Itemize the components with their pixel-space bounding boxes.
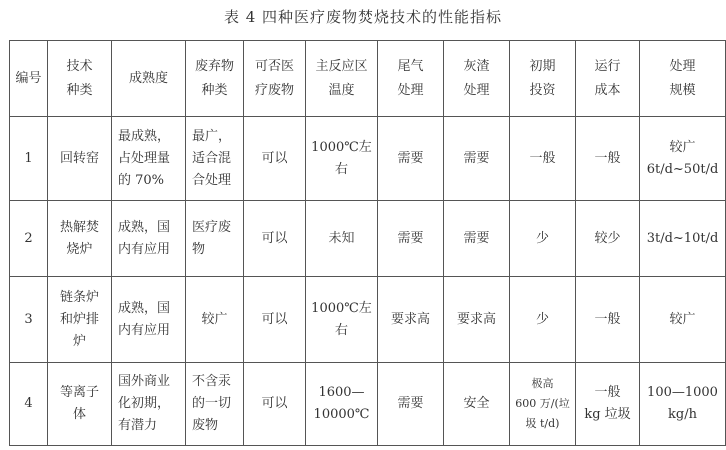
cell-operating-cost: 一般 <box>576 277 640 363</box>
cell-medical-waste: 可以 <box>244 363 306 446</box>
cell-operating-cost: 较少 <box>576 201 640 277</box>
header-medical-waste: 可否医 疗废物 <box>244 41 306 117</box>
cell-temperature: 1000℃左 右 <box>306 117 378 201</box>
header-row <box>10 41 726 117</box>
cell-temperature: 1000℃左 右 <box>306 277 378 363</box>
cell-investment: 少 <box>510 277 576 363</box>
header-maturity: 成熟度 <box>112 41 186 117</box>
cell-maturity: 成熟，国 内有应用 <box>112 277 186 363</box>
cell-id: 1 <box>10 117 48 201</box>
cell-tech-type: 回转窑 <box>48 117 112 201</box>
header-tech-type: 技术 种类 <box>48 41 112 117</box>
cell-capacity: 100—1000 kg/h <box>640 363 726 446</box>
performance-table <box>9 40 726 446</box>
cell-id: 3 <box>10 277 48 363</box>
cell-maturity: 国外商业 化初期， 有潜力 <box>112 363 186 446</box>
cell-medical-waste: 可以 <box>244 117 306 201</box>
cell-investment: 少 <box>510 201 576 277</box>
cell-ash: 要求高 <box>444 277 510 363</box>
header-investment: 初期 投资 <box>510 41 576 117</box>
header-operating-cost: 运行 成本 <box>576 41 640 117</box>
cell-ash: 需要 <box>444 117 510 201</box>
header-ash: 灰渣 处理 <box>444 41 510 117</box>
cell-operating-cost: 一般 <box>576 117 640 201</box>
cell-maturity: 成熟，国 内有应用 <box>112 201 186 277</box>
cell-medical-waste: 可以 <box>244 277 306 363</box>
cell-medical-waste: 可以 <box>244 201 306 277</box>
cell-id: 2 <box>10 201 48 277</box>
cell-tech-type: 热解焚 烧炉 <box>48 201 112 277</box>
cell-ash: 安全 <box>444 363 510 446</box>
cell-temperature: 未知 <box>306 201 378 277</box>
cell-waste-type: 较广 <box>186 277 244 363</box>
cell-waste-type: 医疗废 物 <box>186 201 244 277</box>
cell-waste-type: 最广， 适合混 合处理 <box>186 117 244 201</box>
table-row <box>10 117 726 201</box>
cell-maturity: 最成熟， 占处理量 的 70% <box>112 117 186 201</box>
cell-capacity: 较广 6t/d~50t/d <box>640 117 726 201</box>
cell-tech-type: 等离子 体 <box>48 363 112 446</box>
cell-exhaust: 需要 <box>378 363 444 446</box>
table-caption: 表 4 四种医疗废物焚烧技术的性能指标 <box>223 8 503 26</box>
cell-exhaust: 需要 <box>378 117 444 201</box>
header-waste-type: 废弃物 种类 <box>186 41 244 117</box>
cell-capacity: 较广 <box>640 277 726 363</box>
header-capacity: 处理 规模 <box>640 41 726 117</box>
table-row <box>10 277 726 363</box>
cell-investment: 极高 600 万/(垃 圾 t/d) <box>510 363 576 446</box>
header-id: 编号 <box>10 41 48 117</box>
cell-temperature: 1600— 10000℃ <box>306 363 378 446</box>
cell-waste-type: 不含汞 的一切 废物 <box>186 363 244 446</box>
header-exhaust: 尾气 处理 <box>378 41 444 117</box>
cell-operating-cost: 一般 kg 垃圾 <box>576 363 640 446</box>
cell-tech-type: 链条炉 和炉排 炉 <box>48 277 112 363</box>
cell-investment: 一般 <box>510 117 576 201</box>
cell-ash: 需要 <box>444 201 510 277</box>
table-row <box>10 363 726 446</box>
table-row <box>10 201 726 277</box>
header-temperature: 主反应区 温度 <box>306 41 378 117</box>
cell-exhaust: 要求高 <box>378 277 444 363</box>
cell-capacity: 3t/d~10t/d <box>640 201 726 277</box>
cell-id: 4 <box>10 363 48 446</box>
cell-exhaust: 需要 <box>378 201 444 277</box>
